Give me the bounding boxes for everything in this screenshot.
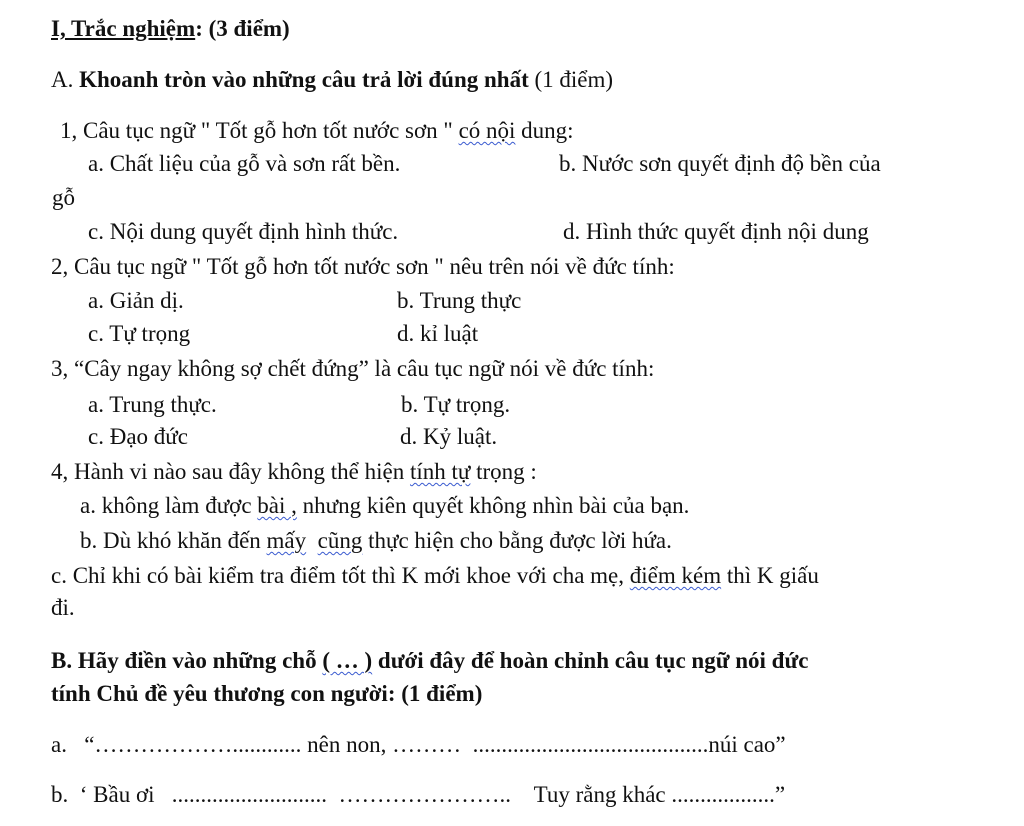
q2-option-c[interactable]: c. Tự trọng: [88, 321, 191, 346]
section-points: : (3 điểm): [195, 16, 290, 41]
part-b-marked: ( … ): [322, 648, 373, 673]
q1-option-b[interactable]: b. Nước sơn quyết định độ bền của: [559, 151, 881, 176]
q1-option-a[interactable]: a. Chất liệu của gỗ và sơn rất bền.: [88, 151, 401, 176]
q1-stem-end: dung:: [515, 118, 574, 143]
part-b-title-line-2: tính Chủ đề yêu thương con người: (1 điểm): [51, 681, 483, 706]
q1-stem-text: 1, Câu tục ngữ " Tốt gỗ hơn tốt nước sơn ": [60, 118, 459, 143]
part-b-title: [51, 647, 808, 675]
q1-option-c[interactable]: c. Nội dung quyết định hình thức.: [88, 219, 399, 244]
q4-c-text: c. Chỉ khi có bài kiểm tra điểm tốt thì K mới khoe với cha mẹ,: [51, 563, 630, 588]
q2-option-b[interactable]: b. Trung thực: [397, 288, 522, 313]
q2-option-d[interactable]: d. kỉ luật: [397, 321, 479, 346]
section-heading: I, Trắc nghiệm: [51, 16, 196, 41]
section-title: [51, 15, 290, 43]
part-b-text: B. Hãy điền vào những chỗ: [51, 648, 323, 673]
q4-b-marked-1: mấy: [266, 528, 307, 553]
q4-b-marked-2: cũng: [317, 528, 363, 553]
q4-a-marked: bài ,: [257, 493, 297, 518]
q4-stem-marked: tính tự: [409, 459, 471, 484]
q4-a-end: nhưng kiên quyết không nhìn bài của bạn.: [296, 493, 690, 518]
q4-option-c[interactable]: [51, 562, 819, 590]
q1-option-b-continued: gỗ: [52, 185, 75, 210]
part-a-prefix: A.: [51, 67, 80, 92]
q1-option-d[interactable]: d. Hình thức quyết định nội dung: [563, 219, 869, 244]
q4-b-gap: [306, 528, 318, 553]
q4-option-b[interactable]: [80, 527, 672, 555]
q4-b-text: b. Dù khó khăn đến: [80, 528, 267, 553]
q4-a-text: a. không làm được: [80, 493, 258, 518]
fill-in-b[interactable]: b. ‘ Bầu ơi ........................... ………………….. Tuy rằng khác ..................”: [51, 782, 786, 807]
fill-in-a[interactable]: a. “………………............ nên non, ……… .........................................núi cao”: [51, 732, 786, 757]
q4-c-end: thì K giấu: [721, 563, 819, 588]
q4-option-c-continued: đi.: [51, 595, 75, 620]
q4-c-marked: điểm kém: [629, 563, 722, 588]
q3-option-a[interactable]: a. Trung thực.: [88, 392, 217, 417]
part-a-title: [51, 66, 613, 94]
q2-stem: 2, Câu tục ngữ " Tốt gỗ hơn tốt nước sơn " nêu trên nói về đức tính:: [51, 254, 675, 279]
q1-stem: [60, 117, 574, 145]
part-a-points: (1 điểm): [528, 67, 614, 92]
q1-stem-marked: có nội: [458, 118, 516, 143]
q4-stem-end: trọng :: [470, 459, 537, 484]
q4-stem: [51, 458, 537, 486]
q4-stem-text: 4, Hành vi nào sau đây không thể hiện: [51, 459, 410, 484]
q2-option-a[interactable]: a. Giản dị.: [88, 288, 184, 313]
q3-option-d[interactable]: d. Kỷ luật.: [400, 424, 498, 449]
q3-stem: 3, “Cây ngay không sợ chết đứng” là câu tục ngữ nói về đức tính:: [51, 356, 655, 381]
part-a-instruction: Khoanh tròn vào những câu trả lời đúng nhất: [79, 67, 529, 92]
q3-option-c[interactable]: c. Đạo đức: [88, 424, 188, 449]
part-b-end: dưới đây để hoàn chỉnh câu tục ngữ nói đức: [372, 648, 809, 673]
q3-option-b[interactable]: b. Tự trọng.: [401, 392, 511, 417]
q4-option-a[interactable]: [80, 492, 689, 520]
q4-b-end: thực hiện cho bằng được lời hứa.: [362, 528, 672, 553]
